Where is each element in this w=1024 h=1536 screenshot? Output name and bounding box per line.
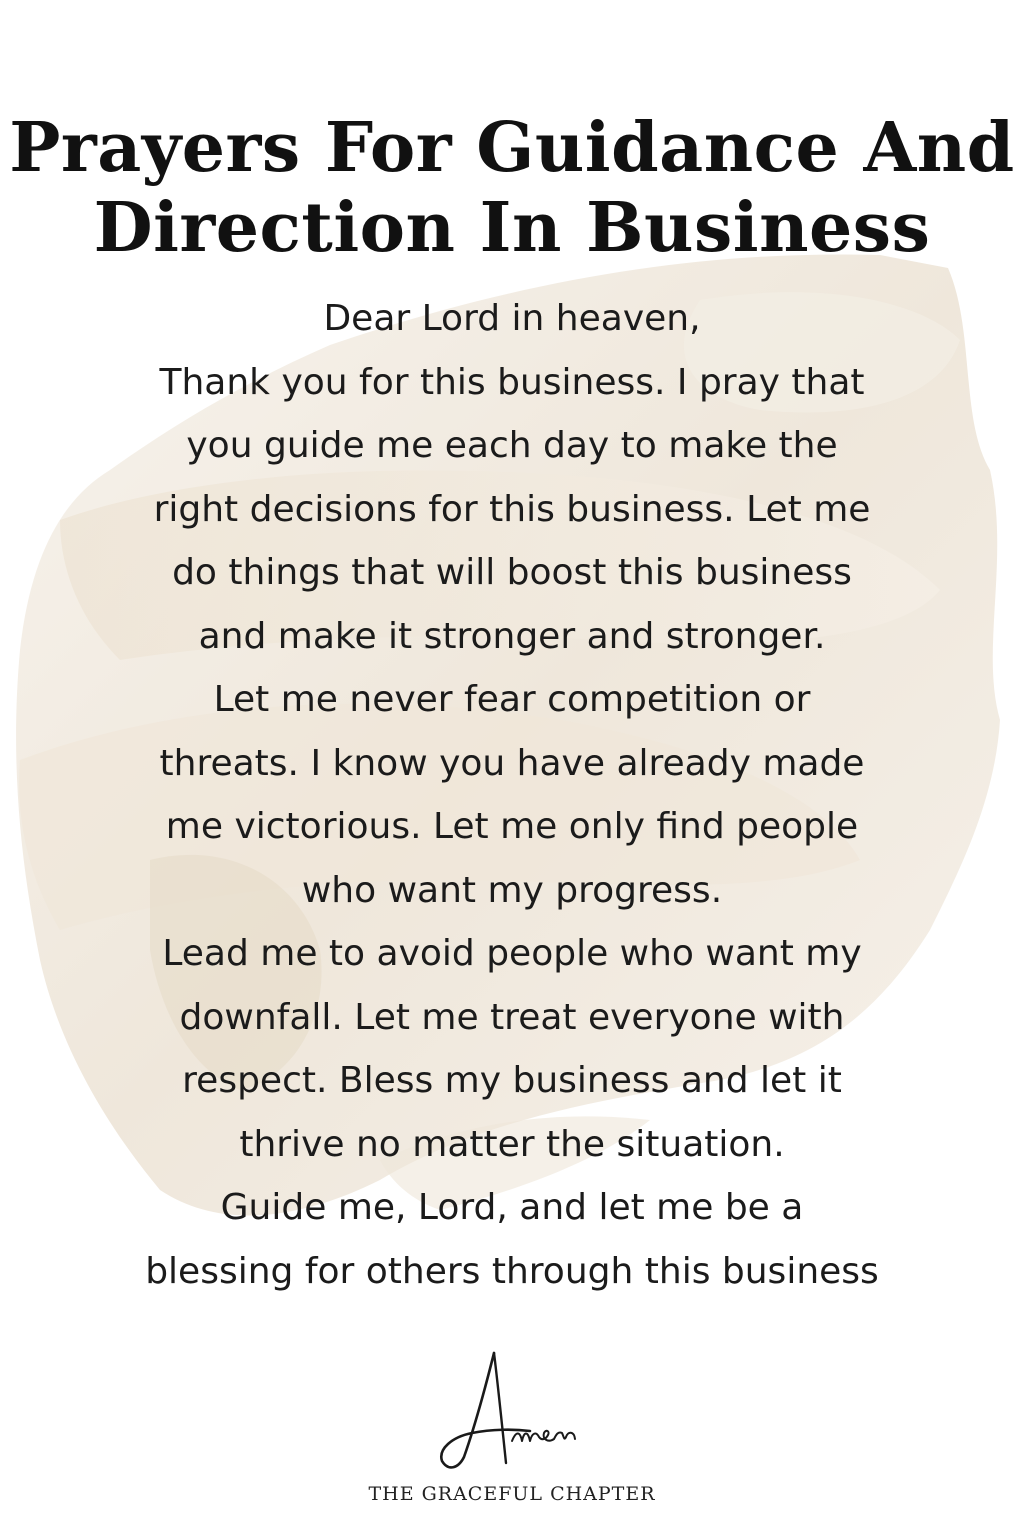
amen-signature bbox=[412, 1345, 612, 1485]
prayer-line: threats. I know you have already made bbox=[159, 742, 865, 784]
title-line-2: Direction In Business bbox=[93, 188, 931, 268]
prayer-line: downfall. Let me treat everyone with bbox=[179, 996, 845, 1038]
prayer-line: Lead me to avoid people who want my bbox=[162, 933, 862, 974]
prayer-line: Thank you for this business. I pray that bbox=[159, 361, 865, 403]
prayer-line: right decisions for this business. Let me bbox=[153, 488, 871, 530]
prayer-line: me victorious. Let me only find people bbox=[165, 806, 859, 847]
prayer-line: thrive no matter the situation. bbox=[239, 1123, 785, 1165]
prayer-line: Let me never fear competition or bbox=[213, 679, 811, 720]
prayer-line: respect. Bless my business and let it bbox=[182, 1060, 842, 1101]
prayer-line: who want my progress. bbox=[301, 869, 723, 911]
prayer-line: do things that will boost this business bbox=[172, 552, 852, 593]
prayer-line: Dear Lord in heaven, bbox=[323, 298, 701, 339]
prayer-line: and make it stronger and stronger. bbox=[198, 615, 826, 657]
prayer-line: blessing for others through this business bbox=[145, 1250, 879, 1292]
brand-name: THE GRACEFUL CHAPTER bbox=[368, 1483, 656, 1505]
page-title bbox=[0, 108, 1024, 268]
title-line-1: Prayers For Guidance And bbox=[9, 108, 1015, 188]
prayer-line: Guide me, Lord, and let me be a bbox=[220, 1187, 804, 1228]
prayer-text bbox=[40, 287, 984, 1303]
prayer-line: you guide me each day to make the bbox=[186, 425, 838, 466]
